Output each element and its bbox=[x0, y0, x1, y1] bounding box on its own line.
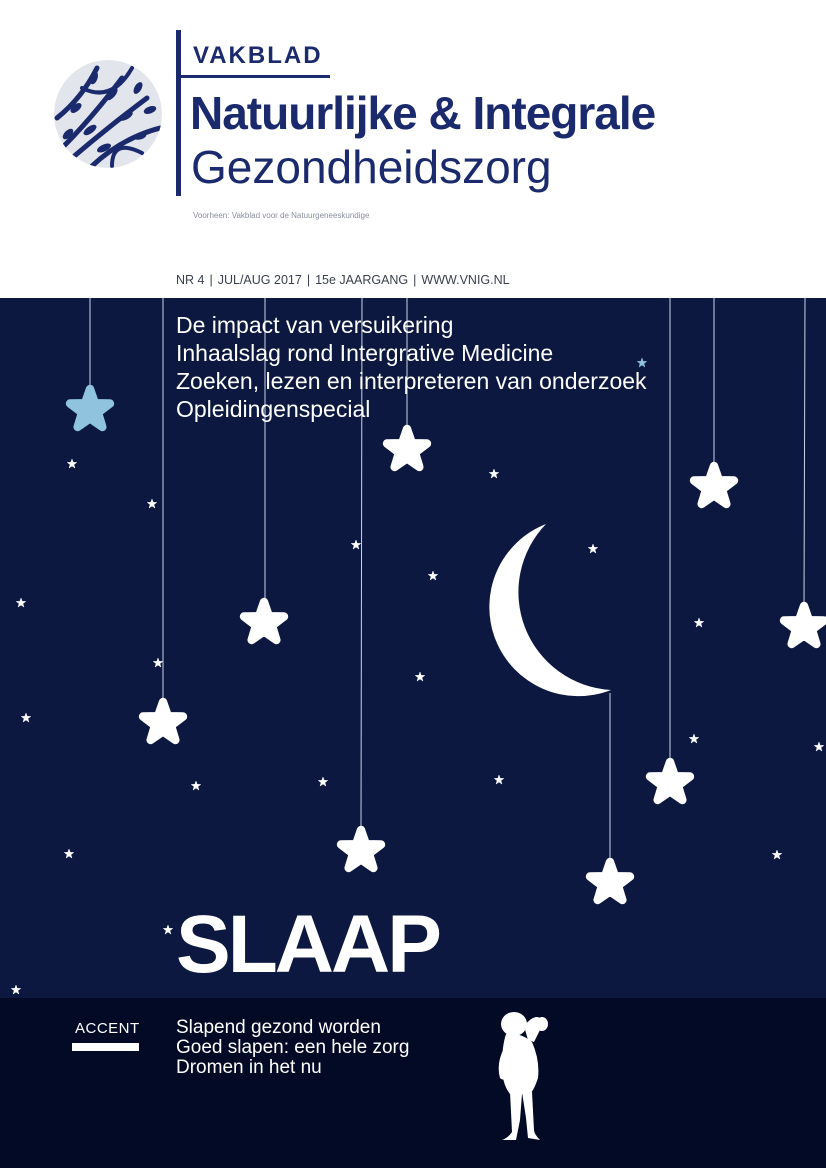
masthead-vertical-rule bbox=[176, 30, 181, 196]
child-silhouette-icon bbox=[488, 1008, 568, 1144]
leaf-circle-logo-icon bbox=[52, 58, 164, 170]
accent-list bbox=[176, 1018, 409, 1078]
hanging-star-icon bbox=[70, 389, 824, 900]
headline-item: De impact van versuikering bbox=[176, 312, 454, 338]
cover-headlines bbox=[176, 311, 647, 423]
headline-item: Opleidingenspecial bbox=[176, 396, 371, 422]
headline-item: Zoeken, lezen en interpreteren van onderzoek bbox=[176, 368, 647, 394]
accent-bar bbox=[72, 1043, 139, 1051]
accent-label: ACCENT bbox=[75, 1020, 140, 1037]
masthead-kicker: VAKBLAD bbox=[193, 42, 323, 69]
accent-item: Goed slapen: een hele zorg bbox=[176, 1037, 410, 1058]
issue-line: NR 4 | JUL/AUG 2017 | 15e JAARGANG | WWW.VNIG.NL bbox=[176, 273, 510, 287]
headline-item: Inhaalslag rond Intergrative Medicine bbox=[176, 340, 554, 366]
masthead-horizontal-rule bbox=[181, 75, 330, 78]
masthead-title-line1: Natuurlijke & Integrale bbox=[190, 87, 656, 139]
accent-item: Slapend gezond worden bbox=[176, 1017, 381, 1038]
issue-period: JUL/AUG 2017 bbox=[217, 273, 302, 287]
issue-website[interactable]: WWW.VNIG.NL bbox=[421, 273, 510, 287]
accent-item: Dromen in het nu bbox=[176, 1057, 322, 1078]
masthead bbox=[0, 0, 826, 298]
masthead-formerly: Voorheen: Vakblad voor de Natuurgeneeskundige bbox=[193, 211, 370, 220]
issue-volume: 15e JAARGANG bbox=[315, 273, 409, 287]
theme-title: SLAAP bbox=[176, 899, 439, 990]
issue-number: NR 4 bbox=[176, 273, 205, 287]
masthead-title-line2: Gezondheidszorg bbox=[191, 141, 552, 193]
